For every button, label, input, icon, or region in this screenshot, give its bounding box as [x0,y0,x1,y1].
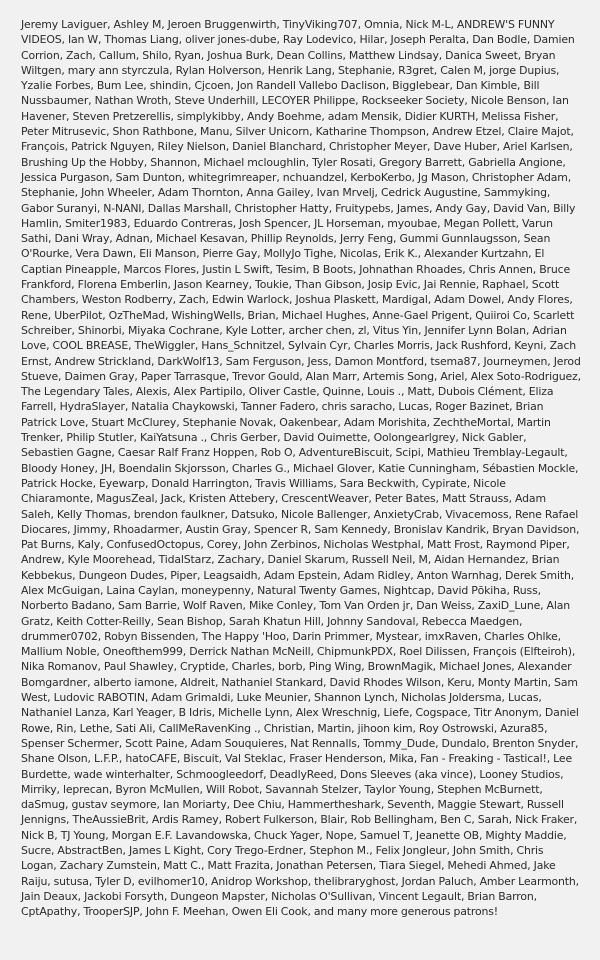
patron-names-paragraph: Jeremy Laviguer, Ashley M, Jeroen Bruggenwirth, TinyViking707, Omnia, Nick M-L, ANDREW'S FUNNY VIDEOS, Ian W, Thomas Liang, oliver jones-dube, Ray Lodevico, Hilar, Joseph Peralta, Dan Bodle, Damien Corrion, Zach, Callum, Shilo, Ryan, Joshua Burk, Dean Collins, Matthew Lindsay, Danica Sweet, Bryan Wiltgen, mary ann styrczula, Rylan Holverson, Henrik Lang, Stephanie, R3gret, Calen M, jorge Dupius, Yzalie Forbes, Bum Lee, shindin, Cjcoen, Jon Randell Vallebo Daclison, Bigglebear, Dan Kimble, Bill Nussbaumer, Nathan Wroth, Steve Underhill, LECOYER Philippe, Rockseeker Society, Nicole Benson, Ian Havener, Steven Pretzerellis, simplykibby, Andy Boehme, adam Mensik, Didier KURTH, Melissa Fisher, Peter Mitrusevic, Shon Rathbone, Manu, Silver Unicorn, Katharine Thompson, Andrew Etzel, Claire Majot, François, Patrick Nguyen, Riley Nielson, Daniel Blanchard, Christopher Meyer, Dave Huber, Ariel Karlsen, Brushing Up the Hobby, Shannon, Michael mcloughlin, Tyler Rosati, Gregory Barrett, Gabriella Angione, Jessica Purgason, Sam Dunton, whitegrimreaper, nchuandzel, KerboKerbo, Jg Mason, Christopher Adam, Stephanie, John Wheeler, Adam Thornton, Anna Gailey, Ivan Mrvelj, Cedrick Augustine, Sammyking, Gabor Suranyi, N-NANI, Dallas Marshall, Christopher Hatty, Fruitypebs, James, Andy Gay, David Van, Billy Hamlin, Smiter1983, Eduardo Contreras, Josh Spencer, JL Horseman, myoubae, Megan Pollett, Varun Sathi, Dani Wray, Adnan, Michael Kesavan, Phillip Reynolds, Jerry Feng, Gummi Gunnlaugsson, Sean O'Rourke, Vera Dawn, Eli Manson, Pierre Gay, MollyJo Tighe, Nicolas, Erik K., Alexander Kurtzahn, El Captian Pineapple, Marcos Flores, Justin L Swift, Tesim, B Boots, Johnathan Rhoades, Chris Annen, Bruce Frankford, Florena Emberlin, Jason Kearney, Toukie, Than Gibson, Josip Evic, Jai Rennie, Raphael, Scott Chambers, Weston Rodberry, Zach, Edwin Warlock, Joshua Plaskett, Mardigal, Adam Dowel, Andy Flores, Rene, UberPilot, OzTheMad, WishingWells, Brian, Michael Hughes, Anne-Gael Prigent, Quiiroi Co, Scarlett Schreiber, Shinorbi, Miyaka Cochrane, Kyle Lotter, archer chen, zl, Vitus Yin, Jennifer Lynn Bolan, Adrian Love, COOL BREASE, TheWiggler, Hans_Schnitzel, Sylvain Cyr, Charles Morris, Jack Rushford, Keyni, Zach Ernst, Andrew Strickland, DarkWolf13, Sam Ferguson, Jess, Damon Montford, tsema87, Journeymen, Jerod Stueve, Daimen Gray, Paper Tarrasque, Trevor Gould, Alan Marr, Artemis Song, Ariel, Alex Soto-Rodriguez, The Legendary Tales, Alexis, Alex Partipilo, Oliver Castle, Quinne, Louis ., Matt, Dubois Clément, Eliza Farrell, HydraSlayer, Natalia Chaykowski, Tanner Fadero, chris saracho, Lucas, Roger Bazinet, Brian Patrick Love, Stuart McClurey, Stephanie Novak, Oakenbear, Adam Morishita, ZechtheMortal, Martin Trenker, Philip Stutler, KaiYatsuna ., Chris Gerber, David Ouimette, Oolongearlgrey, Nick Gabler, Sebastien Gagne, Caesar Ralf Franz Hoppen, Rob O, AdventureBiscuit, Scipi, Mathieu Tremblay-Legault, Bloody Honey, JH, Boendalin Skjorsson, Charles G., Michael Glover, Katie Cunningham, Sébastien Mockle, Patrick Hocke, Eyewarp, Donald Harrington, Travis Williams, Sara Beckwith, Cypirate, Nicole Chiaramonte, MagusZeal, Jack, Kristen Attebery, CrescentWeaver, Peter Bates, Matt Strauss, Adam Saleh, Kelly Thomas, brendon faulkner, Datsuko, Nicole Ballenger, AnxietyCrab, Vivacemoss, Rene Rafael Diocares, Jimmy, Rhoadarmer, Austin Gray, Spencer R, Sam Kennedy, Bronislav Kandrik, Bryan Davidson, Pat Burns, Kaly, ConfusedOctopus, Corey, John Zerbinos, Nicholas Westphal, Matt Frost, Raymond Piper, Andrew, Kyle Moorehead, TidalStarz, Zachary, Daniel Skarum, Russell Neil, M, Aidan Hernandez, Brian Kebbekus, Dungeon Dudes, Piper, Leagsaidh, Adam Epstein, Adam Ridley, Anton Warnhag, Derek Smith, Alex McGuigan, Laina Caylan, moneypenny, Natural Twenty Games, Nightcap, David Pōkiha, Russ, Norberto Badano, Sam Barrie, Wolf Raven, Mike Conley, Tom Van Orden jr, Dan Weiss, ZaxiD_Lune, Alan Gratz, Keith Cotter-Reilly, Sean Bishop, Sarah Khatun Hill, Johnny Sandoval, Rebecca Maedgen, drummer0702, Robyn Bissenden, The Happy 'Hoo, Darin Primmer, Mystear, imxRaven, Charles Ohlke, Mallium Noble, Oneofthem999, Derrick Nathan McNeill, ChipmunkPDX, Roel Dilissen, François (Elfteiroh), Nika Romanov, Paul Shawley, Cryptide, Charles, borb, Ping Wing, BrownMagik, Michael Jones, Alexander Bomgardner, alberto iamone, Aldreit, Nathaniel Stankard, David Rhodes Wilson, Keru, Monty Martin, Sam West, Ludovic RABOTIN, Adam Grimaldi, Luke Meunier, Shannon Lynch, Nicholas Joldersma, Lucas, Nathaniel Lanza, Karl Yeager, B Idris, Michelle Lynn, Alex Wreschnig, Liefe, Cogspace, Titr Anonym, Daniel Rowe, Rin, Lethe, Sati Ali, CallMeRavenKing ., Christian, Martin, jihoon kim, Roy Ostrowski, Azura85, Spenser Schermer, Scott Paine, Adam Souquieres, Nat Rennalls, Tommy_Dude, Dundalo, Brenton Snyder, Shane Olson, L.F.P., hatoCAFE, Biscuit, Val Steklac, Fraser Henderson, Mika, Fan - Freaking - Tastical!, Lee Burdette, wade winterhalter, Schmoogleedorf, DeadlyReed, Dons Sleeves (aka vince), Looney Studios, Mirriky, leprecan, Byron McMullen, Will Robot, Savannah Stelzer, Taylor Young, Stephen McBurnett, daSmug, gustav seymore, Ian Moriarty, Dee Chiu, Hammertheshark, Seventh, Maggie Stewart, Russell Jennigns, TheAussieBrit, Ardis Ramey, Robert Fulkerson, Blair, Rob Bellingham, Ben C, Sarah, Nick Fraker, Nick B, TJ Young, Morgan E.F. Lavandowska, Chuck Yager, Nope, Samuel T, Jeanette OB, Mighty Maddie, Sucre, AbstractBen, James L Kight, Cory Trego-Erdner, Stephon M., Felix Jongleur, John Smith, Chris Logan, Zachary Zumstein, Matt C., Matt Frazita, Jonathan Petersen, Tiara Siegel, Mehedi Ahmed, Jake Raiju, sutusa, Tyler D, evilhomer10, Anidrop Workshop, thelibraryghost, Jordan Paluch, Amber Learmonth, Jain Deaux, Jackobi Forsyth, Dungeon Mapster, Nicholas O'Sullivan, Vincent Legault, Brian Barron, CptApathy, TrooperSJP, John F. Meehan, Owen Eli Cook, and many more generous patrons! [21,18,581,919]
